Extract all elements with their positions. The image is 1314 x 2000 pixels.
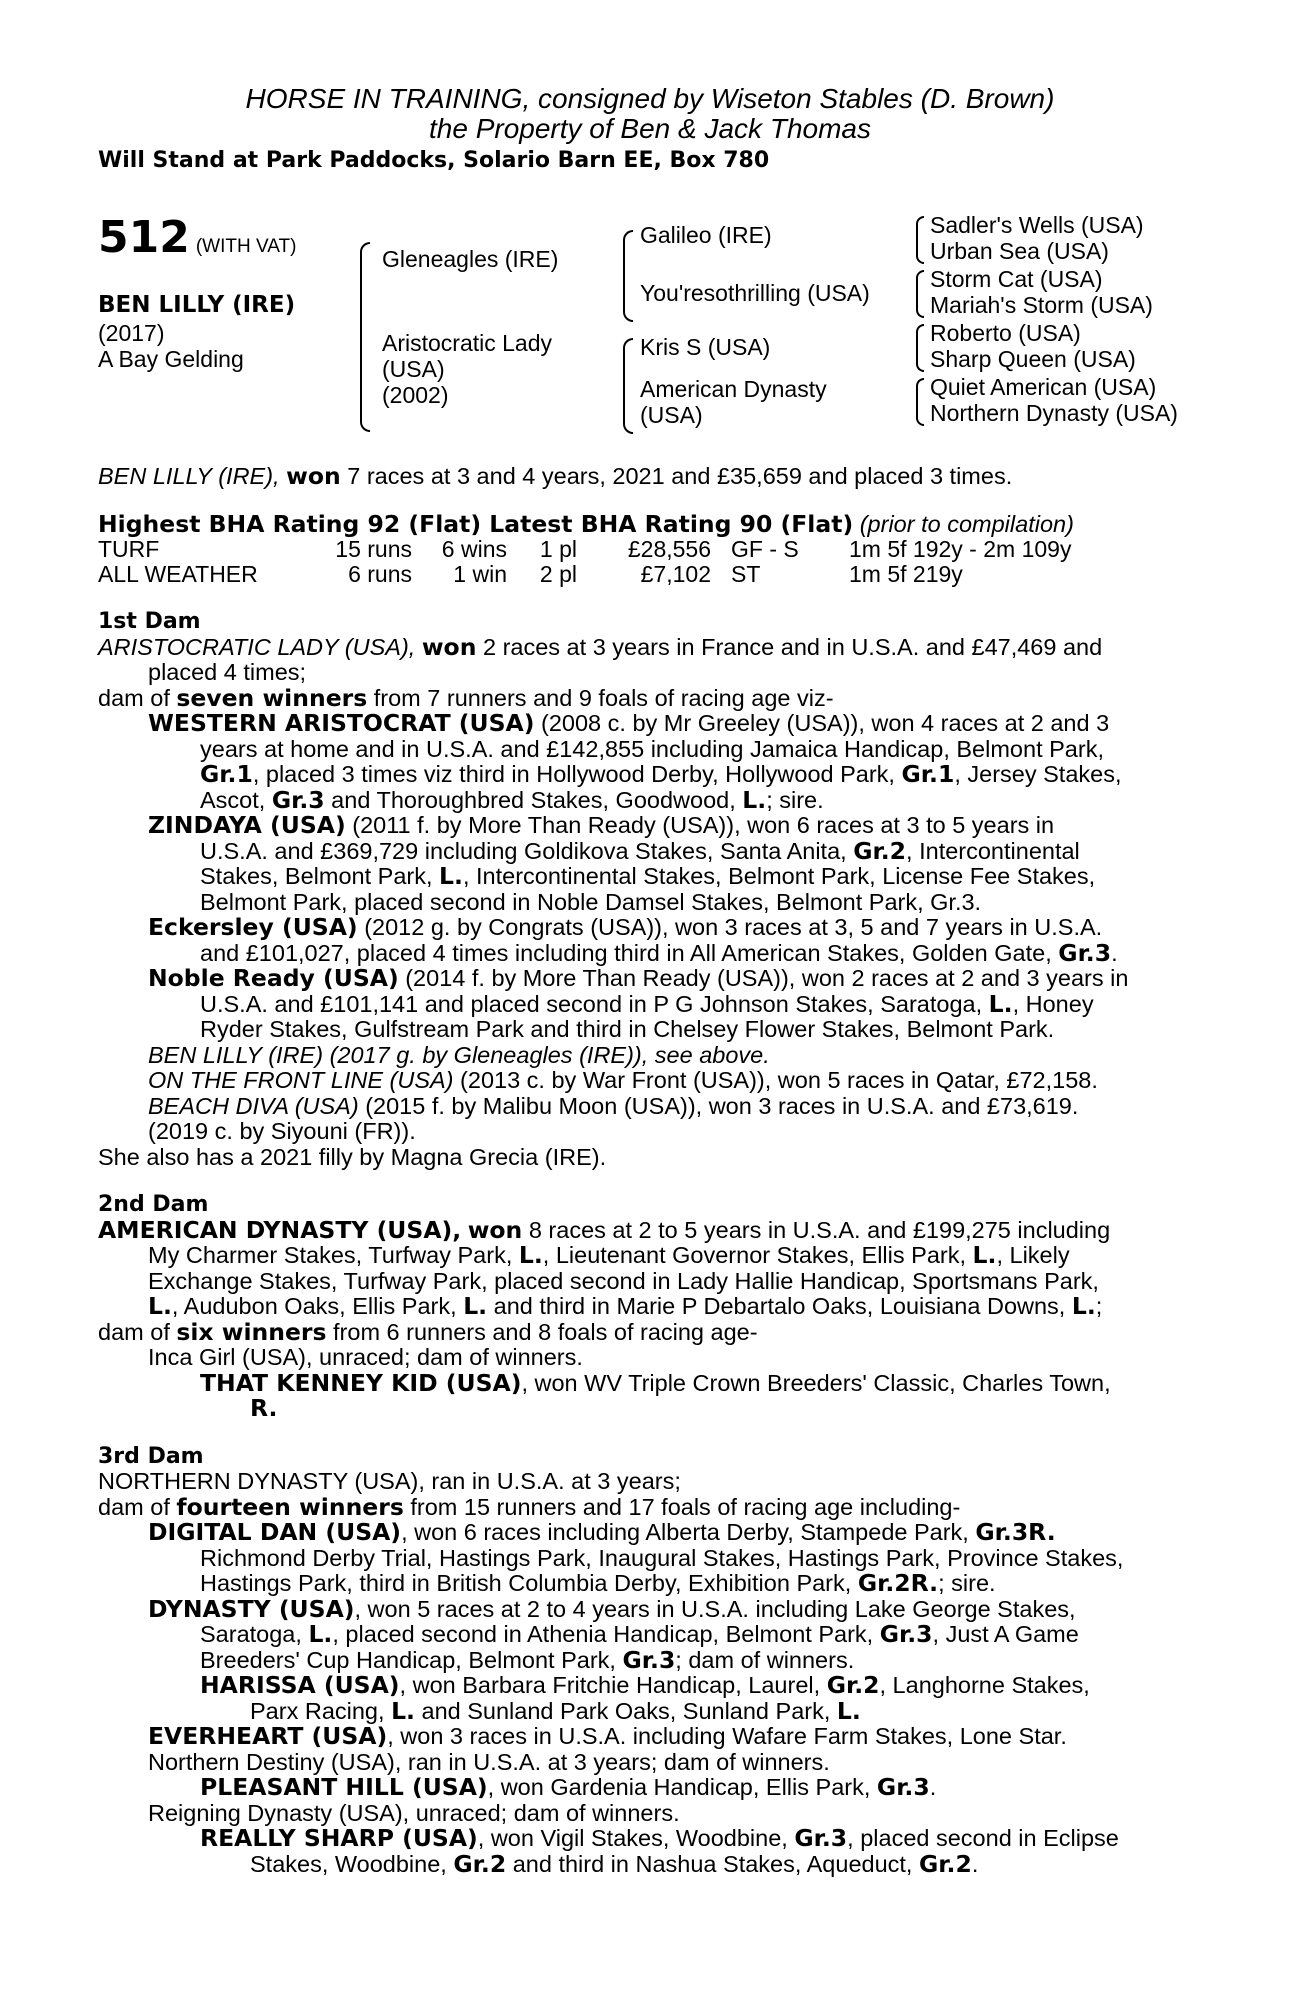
progeny-line: Belmont Park, placed second in Noble Damsel Stakes, Belmont Park, Gr.3.: [200, 888, 982, 915]
dam2-line: My Charmer Stakes, Turfway Park, L., Lieutenant Governor Stakes, Ellis Park, L., Likely: [148, 1241, 1070, 1269]
dam-dam-line-1: American Dynasty: [640, 376, 827, 402]
dsd: Sharp Queen (USA): [930, 346, 1136, 372]
table-row: ALL WEATHER 6 runs 1 win 2 pl £7,102 ST 1m 5f 219y: [98, 561, 963, 587]
vat-note: (WITH VAT): [195, 236, 297, 257]
dam3-line: Reigning Dynasty (USA), unraced; dam of winners.: [148, 1799, 680, 1826]
pedigree-brace: [623, 230, 633, 322]
progeny-line: BEACH DIVA (USA) (2015 f. by Malibu Moon (USA)), won 3 races in U.S.A. and £73,619.: [148, 1092, 1079, 1119]
progeny-line: WESTERN ARISTOCRAT (USA) (2008 c. by Mr Greeley (USA)), won 4 races at 2 and 3: [148, 709, 1110, 737]
dam3-line: Northern Destiny (USA), ran in U.S.A. at 3 years; dam of winners.: [148, 1748, 830, 1775]
bha-ratings: Highest BHA Rating 92 (Flat) Latest BHA Rating 90 (Flat) (prior to compilation): [98, 509, 1074, 538]
progeny-line: U.S.A. and £101,141 and placed second in P G Johnson Stakes, Saratoga, L., Honey: [200, 989, 1094, 1018]
dam-line-2: (USA): [382, 356, 445, 382]
dam2-line: AMERICAN DYNASTY (USA), won 8 races at 2 to 5 years in U.S.A. and £199,275 including: [98, 1215, 1111, 1244]
dam3-line: Richmond Derby Trial, Hastings Park, Inaugural Stakes, Hastings Park, Province Stakes,: [200, 1544, 1124, 1571]
dam3-line: Hastings Park, third in British Columbia Derby, Exhibition Park, Gr.2R.; sire.: [200, 1569, 996, 1597]
dam2-line: Exchange Stakes, Turfway Park, placed second in Lady Hallie Handicap, Sportsmans Park,: [148, 1267, 1099, 1294]
horse-year: (2017): [98, 320, 165, 346]
dam3-line: HARISSA (USA), won Barbara Fritchie Handicap, Laurel, Gr.2, Langhorne Stakes,: [200, 1671, 1090, 1699]
sire-sire: Galileo (IRE): [640, 222, 772, 248]
dam3-line: NORTHERN DYNASTY (USA), ran in U.S.A. at 3 years;: [98, 1468, 681, 1494]
sds: Storm Cat (USA): [930, 266, 1103, 292]
progeny-line: U.S.A. and £369,729 including Goldikova Stakes, Santa Anita, Gr.2, Intercontinental: [200, 836, 1080, 865]
race-record-table: [98, 537, 1071, 587]
sdd: Mariah's Storm (USA): [930, 292, 1153, 318]
progeny-line: Eckersley (USA) (2012 g. by Congrats (USA)), won 3 races at 3, 5 and 7 years in U.S.A.: [148, 913, 1103, 941]
pedigree-brace: [360, 242, 370, 432]
sire: Gleneagles (IRE): [382, 246, 559, 272]
dss: Roberto (USA): [930, 320, 1081, 346]
owner-line: the Property of Ben & Jack Thomas: [429, 113, 871, 144]
dam1-line: placed 4 times;: [148, 659, 307, 685]
dam3-line: DIGITAL DAN (USA), won 6 races including Alberta Derby, Stampede Park, Gr.3R.: [148, 1518, 1056, 1546]
dam1-line: She also has a 2021 filly by Magna Grecia (IRE).: [98, 1143, 607, 1170]
first-dam-heading: 1st Dam: [98, 609, 201, 634]
progeny-line: and £101,027, placed 4 times including third in All American Stakes, Golden Gate, Gr.3.: [200, 938, 1118, 967]
catalogue-page: [98, 84, 1238, 1877]
dam3-line: Parx Racing, L. and Sunland Park Oaks, Sunland Park, L.: [250, 1696, 861, 1725]
progeny-line: years at home and in U.S.A. and £142,855 including Jamaica Handicap, Belmont Park,: [200, 735, 1104, 762]
dam3-line: Stakes, Woodbine, Gr.2 and third in Nashua Stakes, Aqueduct, Gr.2.: [250, 1849, 979, 1878]
progeny-line: ON THE FRONT LINE (USA) (2013 c. by War Front (USA)), won 5 races in Qatar, £72,158.: [148, 1067, 1098, 1093]
dam3-line: DYNASTY (USA), won 5 races at 2 to 4 years in U.S.A. including Lake George Stakes,: [148, 1594, 1076, 1623]
table-row: TURF 15 runs 6 wins 1 pl £28,556 GF - S 1m 5f 192y - 2m 109y: [98, 536, 1072, 562]
dam3-line: REALLY SHARP (USA), won Vigil Stakes, Woodbine, Gr.3, placed second in Eclipse: [200, 1824, 1119, 1852]
dam3-line: EVERHEART (USA), won 3 races in U.S.A. including Wafare Farm Stakes, Lone Star.: [148, 1722, 1067, 1750]
progeny-line: ZINDAYA (USA) (2011 f. by More Than Ready (USA)), won 6 races at 3 to 5 years in: [148, 811, 1055, 839]
sire-dam: You'resothrilling (USA): [640, 280, 870, 306]
stand-location: Will Stand at Park Paddocks, Solario Barn EE, Box 780: [98, 148, 770, 173]
consignor-line: HORSE IN TRAINING, consigned by Wiseton Stables (D. Brown): [245, 83, 1055, 114]
pedigree-brace: [916, 216, 924, 264]
progeny-line: BEN LILLY (IRE) (2017 g. by Gleneagles (IRE)), see above.: [148, 1041, 770, 1068]
pedigree-brace: [623, 338, 633, 434]
dam3-line: Saratoga, L., placed second in Athenia Handicap, Belmont Park, Gr.3, Just A Game: [200, 1620, 1079, 1648]
catalogue-body: [98, 464, 1238, 1877]
horse-description: A Bay Gelding: [98, 346, 244, 372]
dam3-line: dam of fourteen winners from 15 runners and 17 foals of racing age including-: [98, 1492, 961, 1521]
second-dam-heading: 2nd Dam: [98, 1192, 209, 1217]
dam1-line: ARISTOCRATIC LADY (USA), won 2 races at 3 years in France and in U.S.A. and £47,469 and: [98, 632, 1103, 661]
progeny-line: (2019 c. by Siyouni (FR)).: [148, 1118, 416, 1144]
progeny-line: Stakes, Belmont Park, L., Intercontinental Stakes, Belmont Park, License Fee Stakes,: [200, 862, 1096, 890]
dam2-line: dam of six winners from 6 runners and 8 foals of racing age-: [98, 1317, 758, 1346]
dam-line-1: Aristocratic Lady: [382, 330, 553, 356]
dam-line-3: (2002): [382, 382, 449, 408]
pedigree-brace: [916, 324, 924, 372]
race-summary: BEN LILLY (IRE), won 7 races at 3 and 4 years, 2021 and £35,659 and placed 3 times.: [98, 462, 1013, 490]
ddd: Northern Dynasty (USA): [930, 400, 1178, 426]
lot-number-block: [98, 212, 296, 264]
pedigree-brace: [916, 378, 924, 426]
dds: Quiet American (USA): [930, 374, 1157, 400]
progeny-line: Ascot, Gr.3 and Thoroughbred Stakes, Goodwood, L.; sire.: [200, 785, 824, 814]
dam-dam-line-2: (USA): [640, 402, 703, 428]
dam2-line: R.: [250, 1394, 278, 1422]
progeny-line: Ryder Stakes, Gulfstream Park and third in Chelsey Flower Stakes, Belmont Park.: [200, 1016, 1055, 1042]
dam2-line: Inca Girl (USA), unraced; dam of winners.: [148, 1344, 583, 1370]
pedigree-brace: [916, 270, 924, 318]
dam2-line: THAT KENNEY KID (USA), won WV Triple Crown Breeders' Classic, Charles Town,: [200, 1368, 1111, 1397]
horse-info: [98, 290, 295, 372]
third-dam-heading: 3rd Dam: [98, 1443, 204, 1469]
lot-number: 512: [98, 212, 190, 263]
sss: Sadler's Wells (USA): [930, 212, 1144, 238]
dam3-line: PLEASANT HILL (USA), won Gardenia Handicap, Ellis Park, Gr.3.: [200, 1773, 937, 1801]
progeny-line: Gr.1, placed 3 times viz third in Hollywood Derby, Hollywood Park, Gr.1, Jersey Stakes,: [200, 760, 1122, 788]
pedigree-block: [98, 212, 1238, 440]
dam2-line: L., Audubon Oaks, Ellis Park, L. and third in Marie P Debartalo Oaks, Louisiana Downs, L.;: [148, 1292, 1103, 1320]
dam1-line: dam of seven winners from 7 runners and 9 foals of racing age viz-: [98, 683, 834, 712]
ssd: Urban Sea (USA): [930, 238, 1109, 264]
progeny-line: Noble Ready (USA) (2014 f. by More Than Ready (USA)), won 2 races at 2 and 3 years in: [148, 964, 1129, 992]
horse-name: BEN LILLY (IRE): [98, 292, 296, 318]
dam3-line: Breeders' Cup Handicap, Belmont Park, Gr.3; dam of winners.: [200, 1645, 855, 1674]
dam-sire: Kris S (USA): [640, 334, 771, 360]
